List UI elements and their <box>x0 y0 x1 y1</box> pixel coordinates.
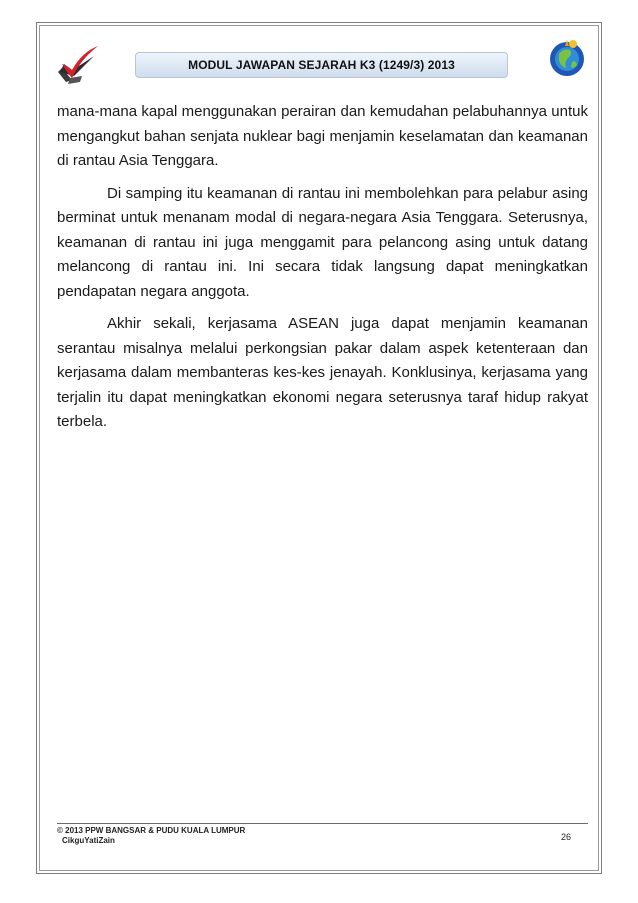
checkmark-logo-icon <box>52 42 102 86</box>
globe-logo-icon <box>546 38 588 80</box>
paragraph-2: Di samping itu keamanan di rantau ini membolehkan para pelabur asing berminat untuk menanam modal di negara-negara Asia Tenggara. Seterusnya, keamanan di rantau ini juga menggamit para pelancong asing untuk datang melancong di rantau ini. Ini secara tidak langsung dapat meningkatkan pendapatan negara anggota. <box>57 184 588 300</box>
page-title: MODUL JAWAPAN SEJARAH K3 (1249/3) 2013 <box>135 52 508 78</box>
footer-credits <box>57 826 245 846</box>
answer-body <box>57 100 588 443</box>
paragraph-1: mana-mana kapal menggunakan perairan dan kemudahan pelabuhannya untuk mengangkut bahan senjata nuklear bagi menjamin keselamatan dan keamanan di rantau Asia Tenggara. <box>57 103 588 169</box>
page-number: 26 <box>561 832 572 842</box>
paragraph-3: Akhir sekali, kerjasama ASEAN juga dapat menjamin keamanan serantau misalnya melalui perkongsian pakar dalam aspek ketenteraan dan kerjasama dalam membanteras kes-kes jenayah. Konklusinya, kerjasama yang terjalin itu dapat meningkatkan ekonomi negara seterusnya taraf hidup rakyat terbela. <box>57 315 588 430</box>
footer-divider <box>57 823 588 824</box>
footer-copyright: © 2013 PPW BANGSAR & PUDU KUALA LUMPUR <box>57 826 246 835</box>
footer-author: CikguYatiZain <box>62 836 115 845</box>
